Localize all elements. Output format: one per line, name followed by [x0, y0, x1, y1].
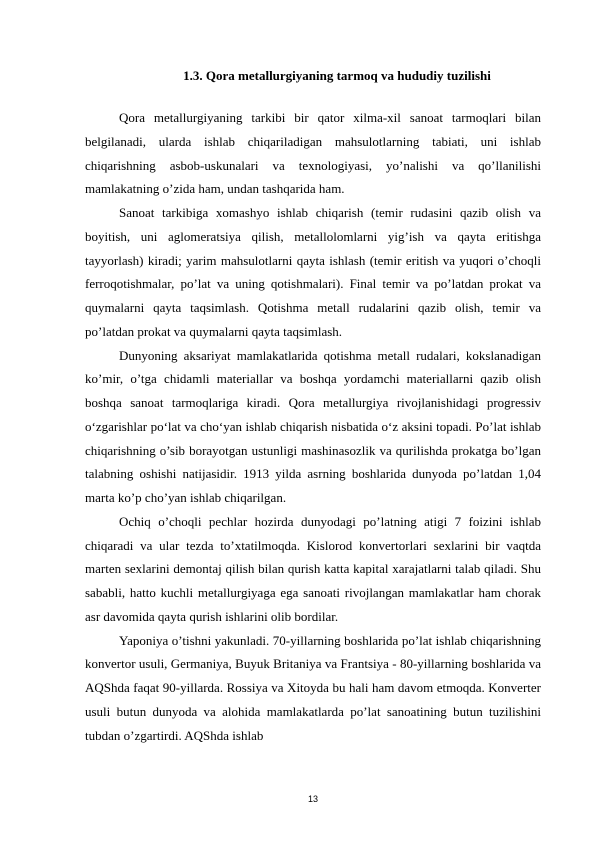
section-title: 1.3. Qora metallurgiyaning tarmoq va hududiy tuzilishi: [183, 68, 491, 83]
paragraph: Ochiq o’choqli pechlar hozirda dunyodagi po’latning atigi 7 foizini ishlab chiqaradi va ular tezda to’xtatilmoqda. Kislorod konvertorlari sexlarini bir vaqtda marten sexlarini demontaj qilish bilan qurish katta kapital xarajatlarni talab qiladi. Shu sababli, hatto kuchli metallurgiyaga ega sanoati rivojlangan mamlakatlar ham chorak asr davomida qayta qurish ishlarini olib bordilar.: [85, 513, 541, 624]
document-body: [85, 106, 541, 747]
paragraph: Qora metallurgiyaning tarkibi bir qator xilma-xil sanoat tarmoqlari bilan belgilanadi, ularda ishlab chiqariladigan mahsulotlarning tabiati, uni ishlab chiqarishning asbob-uskunalari va texnologiyasi, yo’nalishi va qo’llanilishi mamlakatning o’zida ham, undan tashqarida ham.: [85, 110, 541, 197]
page-number: 13: [307, 794, 318, 804]
paragraph: Dunyoning aksariyat mamlakatlarida qotishma metall rudalari, kokslanadigan ko’mir, o’tga chidamli materiallar va boshqa yordamchi materiallarni qazib olish boshqa sanoat tarmoqlariga kiradi. Qora metallurgiya rivojlanishidagi progressiv o‘zgarishlar po‘lat va cho‘yan ishlab chiqarish nisbatida o‘z aksini topadi. Po’lat ishlab chiqarishning o’sib borayotgan ustunligi mashinasozlik va qurilishda prokatga bo’lgan talabning oshishi natijasidir. 1913 yilda asrning boshlarida dunyoda po’latdan 1,04 marta ko’p cho’yan ishlab chiqarilgan.: [85, 347, 541, 505]
paragraph: Sanoat tarkibiga xomashyo ishlab chiqarish (temir rudasini qazib olish va boyitish, uni aglomeratsiya qilish, metallolomlarni yig’ish va qayta eritishga tayyorlash) kiradi; yarim mahsulotlarni qayta ishlash (temir eritish va yuqori o’choqli ferroqotishmalar, po’lat va uning qotishmalari). Final temir va po’latdan prokat va quymalarni qayta taqsimlash. Qotishma metall rudalarini qazib olish, temir va po’latdan prokat va quymalarni qayta taqsimlash.: [85, 205, 541, 339]
paragraph: Yaponiya o’tishni yakunladi. 70-yillarning boshlarida po’lat ishlab chiqarishning konvertor usuli, Germaniya, Buyuk Britaniya va Frantsiya - 80-yillarning boshlarida va AQShda faqat 90-yillarda. Rossiya va Xitoyda bu hali ham davom etmoqda. Konverter usuli butun dunyoda va alohida mamlakatlarda po’lat sanoatining butun tuzilishini tubdan o’zgartirdi. AQShda ishlab: [85, 632, 541, 743]
